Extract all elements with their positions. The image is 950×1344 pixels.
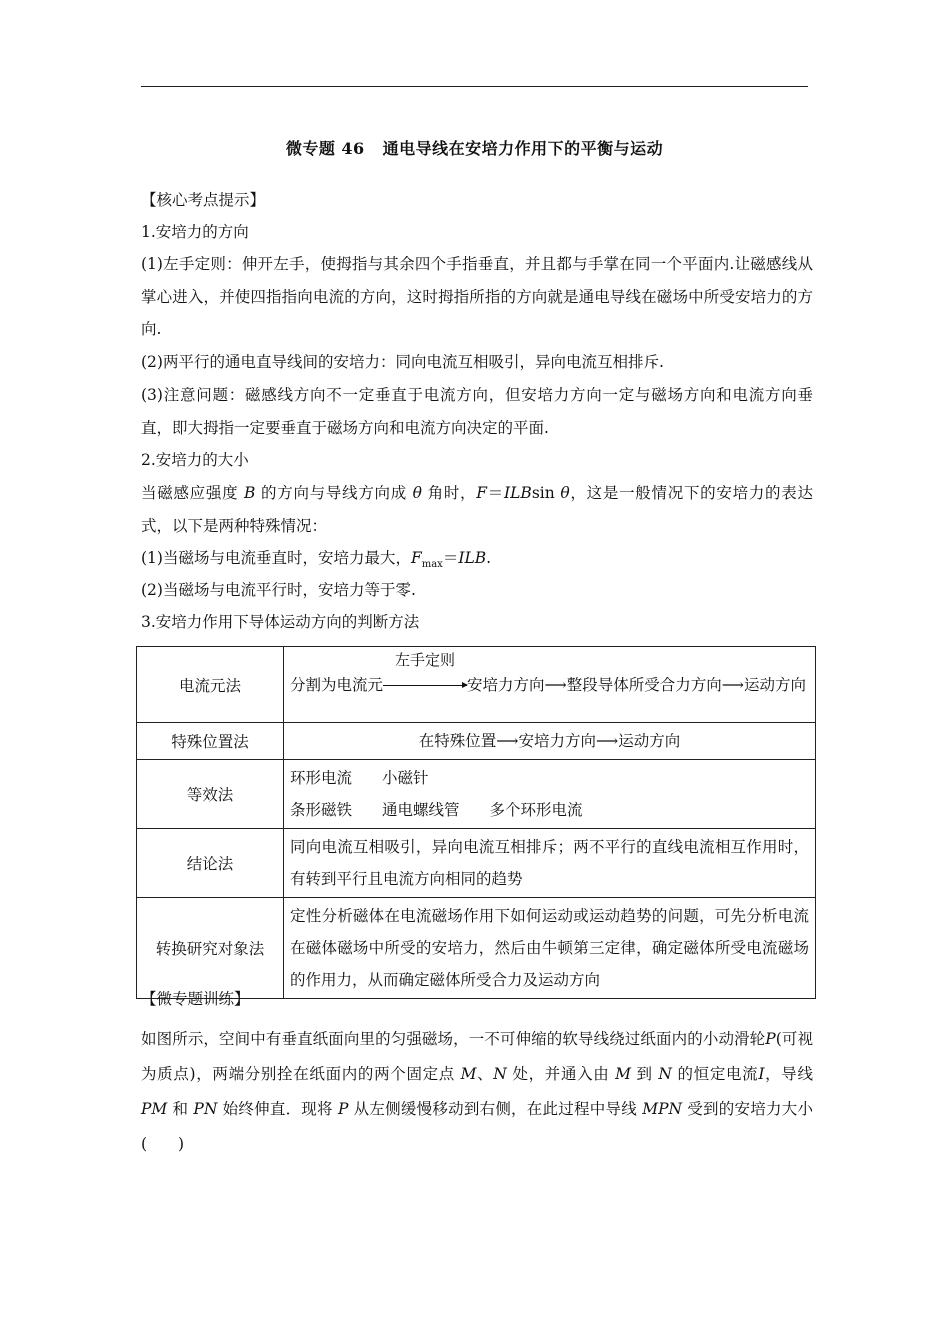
page-title xyxy=(141,136,808,159)
table-row xyxy=(137,760,816,829)
heading-judgement: 3.安培力作用下导体运动方向的判断方法 xyxy=(141,613,420,631)
method-name: 特殊位置法 xyxy=(137,723,284,760)
method-name: 电流元法 xyxy=(137,647,284,723)
header-rule xyxy=(141,86,808,87)
question-text: 如图所示，空间中有垂直纸面向里的匀强磁场，一不可伸缩的软导线绕过纸面内的小动滑轮P(可视为质点)，两端分别拴在纸面内的两个固定点 M、N 处，并通入由 M 到 N 的恒定电流I，导线 PM 和 PN 始终伸直．现将 P 从左侧缓慢移动到右侧，在此过程中导线 MPN 受到的安培力大小( ) xyxy=(141,1030,813,1153)
heading-direction: 1.安培力的方向 xyxy=(141,223,249,241)
method-name: 结论法 xyxy=(137,829,284,898)
heading-magnitude: 2.安培力的大小 xyxy=(141,451,249,469)
method-desc: 同向电流互相吸引，异向电流互相排斥；两不平行的直线电流相互作用时，有转到平行且电流方向相同的趋势 xyxy=(284,829,816,898)
para-parallel-case: (2)当磁场与电流平行时，安培力等于零. xyxy=(141,581,416,599)
table-row xyxy=(137,647,816,723)
para-general-formula: 当磁感应强度 B 的方向与导线方向成 θ 角时，F＝ILBsin θ，这是一般情况下的安培力的表达式，以下是两种特殊情况： xyxy=(141,484,813,535)
section-header-core: 【核心考点提示】 xyxy=(141,191,266,209)
left-hand-rule-arrow: 左手定则 xyxy=(383,669,467,701)
method-desc: 分割为电流元 左手定则 安培力方向⟶整段导体所受合力方向⟶运动方向 xyxy=(284,647,816,723)
para-parallel-wires: (2)两平行的通电直导线间的安培力：同向电流互相吸引，异向电流互相排斥. xyxy=(141,353,664,371)
title-prefix: 微专题 46 xyxy=(285,139,365,158)
table-row xyxy=(137,723,816,760)
para-left-hand-rule: (1)左手定则：伸开左手，使拇指与其余四个手指垂直，并且都与手掌在同一个平面内.让磁感线从掌心进入，并使四指指向电流的方向，这时拇指所指的方向就是通电导线在磁场中所受安培力的方向. xyxy=(141,255,813,338)
method-desc: 环形电流 小磁针 条形磁铁 通电螺线管 多个环形电流 xyxy=(284,760,816,829)
method-name: 转换研究对象法 xyxy=(137,898,284,999)
method-desc: 定性分析磁体在电流磁场作用下如何运动或运动趋势的问题，可先分析电流在磁体磁场中所受的安培力，然后由牛顿第三定律，确定磁体所受电流磁场的作用力，从而确定磁体所受合力及运动方向 xyxy=(284,898,816,999)
para-perpendicular-case: (1)当磁场与电流垂直时，安培力最大，$F_{max}=ILB$. xyxy=(141,549,492,571)
method-desc: 在特殊位置⟶安培力方向⟶运动方向 xyxy=(284,723,816,760)
method-name: 等效法 xyxy=(137,760,284,829)
table-row xyxy=(137,829,816,898)
para-note: (3)注意问题：磁感线方向不一定垂直于电流方向，但安培力方向一定与磁场方向和电流方向垂直，即大拇指一定要垂直于磁场方向和电流方向决定的平面. xyxy=(141,386,813,437)
section-header-training: 【微专题训练】 xyxy=(141,990,250,1008)
title-text: 通电导线在安培力作用下的平衡与运动 xyxy=(382,139,664,158)
methods-table xyxy=(136,646,816,999)
